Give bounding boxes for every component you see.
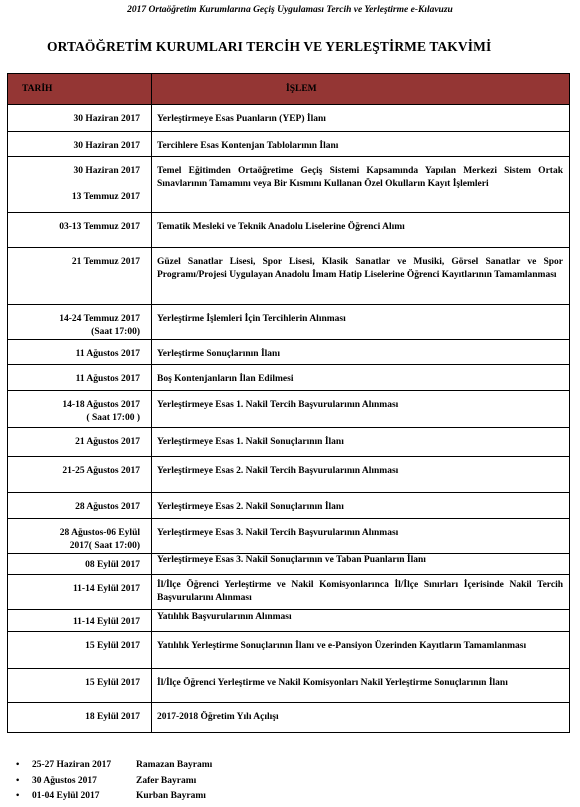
row-event: Yatılılık Başvurularının Alınması: [152, 610, 570, 632]
table-row: [8, 703, 570, 733]
table-row: [8, 428, 570, 457]
row-date: 11 Ağustos 2017: [8, 340, 152, 365]
bullet-icon: •: [16, 760, 20, 770]
row-date: [8, 519, 152, 554]
row-date-start: 30 Haziran 2017: [73, 166, 140, 176]
row-event: Yerleştirmeye Esas 2. Nakil Tercih Başvurularının Alınması: [152, 457, 570, 493]
row-date: [8, 305, 152, 340]
row-event: Yatılılık Yerleştirme Sonuçlarının İlanı ve e-Pansiyon Üzerinden Kayıtların Tamamlanması: [152, 632, 570, 669]
holiday-list: [16, 758, 213, 805]
row-event: Tercihlere Esas Kontenjan Tablolarının İlanı: [152, 132, 570, 157]
row-event: Yerleştirme İşlemleri İçin Tercihlerin Alınması: [152, 305, 570, 340]
row-event: Tematik Mesleki ve Teknik Anadolu Liselerine Öğrenci Alımı: [152, 213, 570, 248]
row-event: Yerleştirmeye Esas Puanların (YEP) İlanı: [152, 105, 570, 132]
table-row: [8, 157, 570, 213]
row-date-line2: (Saat 17:00): [91, 327, 140, 337]
table-row: [8, 365, 570, 391]
table-header-row: [8, 74, 570, 105]
row-date: 08 Eylül 2017: [8, 554, 152, 575]
holiday-date: 25-27 Haziran 2017: [32, 760, 112, 770]
table-row: [8, 248, 570, 305]
holiday-name: Ramazan Bayramı: [136, 760, 213, 770]
row-event: Yerleştirmeye Esas 1. Nakil Tercih Başvurularının Alınması: [152, 391, 570, 428]
row-date-line1: 28 Ağustos-06 Eylül: [59, 528, 140, 538]
row-event: Yerleştirmeye Esas 3. Nakil Sonuçlarının ve Taban Puanların İlanı: [152, 554, 570, 575]
table-row: [8, 610, 570, 632]
table-row: [8, 340, 570, 365]
holiday-date: 01-04 Eylül 2017: [32, 791, 100, 801]
table-row: [8, 305, 570, 340]
row-date: 11-14 Eylül 2017: [8, 610, 152, 632]
table-row: [8, 554, 570, 575]
row-date: 21 Temmuz 2017: [8, 248, 152, 305]
column-header-date: TARİH: [8, 74, 152, 105]
row-date-end: 13 Temmuz 2017: [71, 192, 140, 202]
table-row: [8, 105, 570, 132]
document-header: 2017 Ortaöğretim Kurumlarına Geçiş Uygulaması Tercih ve Yerleştirme e-Kılavuzu: [127, 5, 453, 15]
row-date: 18 Eylül 2017: [8, 703, 152, 733]
table-row: [8, 632, 570, 669]
holiday-date: 30 Ağustos 2017: [32, 775, 97, 786]
schedule-table: [7, 73, 570, 733]
row-event: Temel Eğitimden Ortaöğretime Geçiş Sistemi Kapsamında Yapılan Merkezi Sistem Ortak Sınavlarının Tamamını veya Bir Kısmını Kullanan Özel Okulların Kayıt İşlemleri: [152, 157, 570, 213]
row-date: 21 Ağustos 2017: [8, 428, 152, 457]
row-event: Yerleştirmeye Esas 1. Nakil Sonuçlarının İlanı: [152, 428, 570, 457]
row-date: 11-14 Eylül 2017: [8, 575, 152, 610]
page-title: ORTAÖĞRETİM KURUMLARI TERCİH VE YERLEŞTİRME TAKVİMİ: [47, 39, 492, 54]
row-date: 30 Haziran 2017: [8, 132, 152, 157]
row-event: İl/İlçe Öğrenci Yerleştirme ve Nakil Komisyonları Nakil Yerleştirme Sonuçlarının İlanı: [152, 669, 570, 703]
row-date: [8, 157, 152, 213]
row-date: 03-13 Temmuz 2017: [8, 213, 152, 248]
row-date: [8, 391, 152, 428]
table-row: [8, 457, 570, 493]
table-row: [8, 132, 570, 157]
list-item: [16, 774, 212, 790]
row-date-line1: 14-24 Temmuz 2017: [59, 314, 140, 324]
table-row: [8, 519, 570, 554]
list-item: [16, 789, 212, 805]
row-date-line1: 14-18 Ağustos 2017: [62, 400, 140, 410]
row-event: İl/İlçe Öğrenci Yerleştirme ve Nakil Komisyonlarınca İl/İlçe Sınırları İçerisinde Nakil Tercih Başvurularını Alınması: [152, 575, 570, 610]
row-date-line2: 2017( Saat 17:00): [69, 541, 140, 551]
row-event: Yerleştirmeye Esas 2. Nakil Sonuçlarının İlanı: [152, 493, 570, 519]
list-item: [16, 758, 213, 774]
table-row: [8, 493, 570, 519]
row-date: 28 Ağustos 2017: [8, 493, 152, 519]
row-event: Boş Kontenjanların İlan Edilmesi: [152, 365, 570, 391]
column-header-event: İŞLEM: [152, 74, 570, 105]
holiday-name: Kurban Bayramı: [136, 791, 206, 801]
row-date: 30 Haziran 2017: [8, 105, 152, 132]
table-row: [8, 213, 570, 248]
row-date: 15 Eylül 2017: [8, 669, 152, 703]
row-event: 2017-2018 Öğretim Yılı Açılışı: [152, 703, 570, 733]
bullet-icon: •: [16, 791, 20, 801]
bullet-icon: •: [16, 775, 20, 786]
holiday-name: Zafer Bayramı: [136, 775, 197, 786]
table-row: [8, 575, 570, 610]
table-row: [8, 669, 570, 703]
row-event: Yerleştirmeye Esas 3. Nakil Tercih Başvurularının Alınması: [152, 519, 570, 554]
row-date-line2: ( Saat 17:00 ): [86, 413, 140, 423]
row-event: Güzel Sanatlar Lisesi, Spor Lisesi, Klasik Sanatlar ve Musiki, Görsel Sanatlar ve Spor Programı/Projesi Uygulayan Anadolu İmam Hatip Liselerine Öğrenci Kayıtlarının Tamamlanması: [152, 248, 570, 305]
row-date: 15 Eylül 2017: [8, 632, 152, 669]
row-date: 21-25 Ağustos 2017: [8, 457, 152, 493]
row-event: Yerleştirme Sonuçlarının İlanı: [152, 340, 570, 365]
row-date: 11 Ağustos 2017: [8, 365, 152, 391]
table-row: [8, 391, 570, 428]
